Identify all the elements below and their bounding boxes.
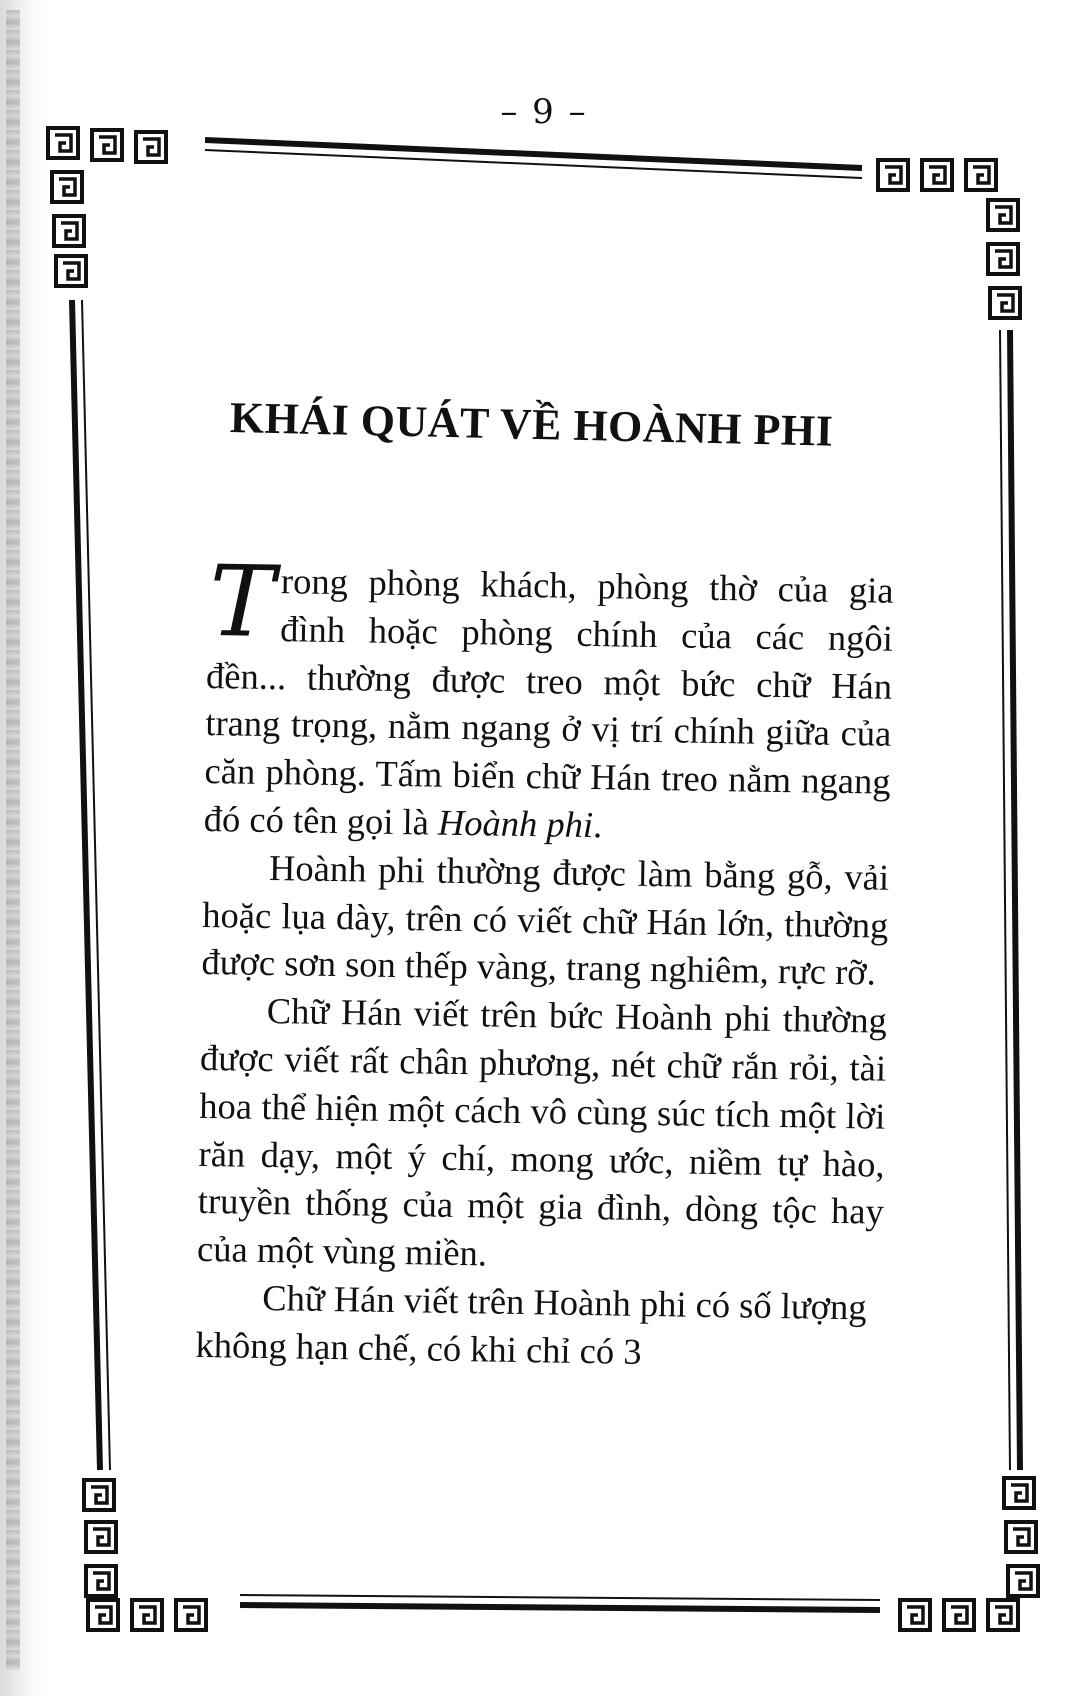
paragraph-4: Chữ Hán viết trên Hoành phi có số lượng không hạn chế, có khi chỉ có 3 — [195, 1276, 867, 1372]
corner-fret-top-right — [878, 160, 1020, 318]
page-number: – 9 – — [500, 92, 588, 132]
paragraph-3: Chữ Hán viết trên bức Hoành phi thường được viết rất chân phương, nét chữ rắn rỏi, tài hoa thể hiện một cách vô cùng súc tích một lời răn dạy, một ý chí, mong ước, niềm tự hào, truyền thống của một gia đình, dòng tộc hay của một vùng miền. — [196, 990, 888, 1274]
drop-cap: T — [208, 545, 276, 661]
chapter-title: KHÁI QUÁT VỀ HOÀNH PHI — [229, 393, 834, 456]
paragraph-1-end: . — [592, 804, 603, 846]
body-text — [195, 545, 894, 1379]
paragraph-1-text: rong phòng khách, phòng thờ của gia đình hoặc phòng chính của các ngôi đền... thường được treo một bức chữ Hán trang trọng, nằm ngang ở vị trí chính giữa của căn phòng. Tấm biển chữ Hán treo nằm ngang đó có tên gọi là — [203, 560, 894, 843]
corner-fret-bottom-left — [84, 1480, 206, 1630]
corner-fret-top-left — [48, 128, 166, 286]
term-hoanh-phi: Hoành phi — [437, 801, 594, 846]
paragraph-1 — [203, 545, 894, 854]
corner-fret-bottom-right — [900, 1478, 1038, 1630]
paragraph-2: Hoành phi thường được làm bằng gỗ, vải hoặc lụa dày, trên có viết chữ Hán lớn, thường được sơn son thếp vàng, trang nghiêm, rực rỡ. — [201, 846, 890, 993]
